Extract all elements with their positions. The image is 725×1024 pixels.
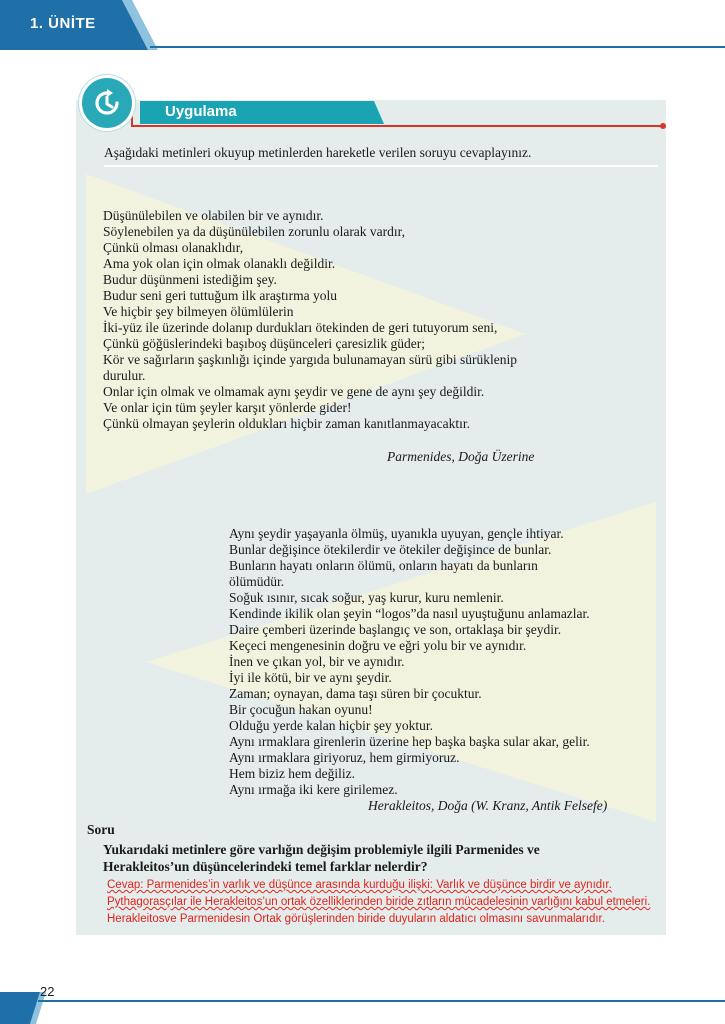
instruction-text: Aşağıdaki metinleri okuyup metinlerden hareketle verilen soruyu cevaplayınız. bbox=[104, 145, 532, 160]
parmenides-attribution: Parmenides, Doğa Üzerine bbox=[387, 449, 535, 464]
poem-line: Ama yok olan için olmak olanaklı değildir. bbox=[103, 256, 336, 271]
poem-line: Olduğu yerde kalan hiçbir şey yoktur. bbox=[229, 718, 433, 733]
poem-line: Onlar için olmak ve olmamak aynı şeydir ve gene de aynı şey değildir. bbox=[103, 384, 485, 399]
poem-line: Budur seni geri tuttuğum ilk araştırma yolu bbox=[103, 288, 337, 303]
poem-line: Keçeci mengenesinin doğru ve eğri yolu bir ve aynıdır. bbox=[229, 638, 527, 653]
unit-label: 1. ÜNİTE bbox=[30, 15, 96, 32]
header-divider bbox=[150, 46, 725, 48]
poem-line: Düşünülebilen ve olabilen bir ve aynıdır. bbox=[103, 208, 324, 223]
answer-block bbox=[107, 877, 725, 928]
page-number: 22 bbox=[40, 984, 55, 999]
poem-line: Aynı ırmaklara giriyoruz, hem girmiyoruz. bbox=[229, 750, 460, 765]
poem-line: İyi ile kötü, bir ve aynı şeydir. bbox=[229, 670, 392, 685]
poem-line: Aynı şeydir yaşayanla ölmüş, uyanıkla uyuyan, gençle ihtiyar. bbox=[229, 526, 564, 541]
poem-line: İnen ve çıkan yol, bir ve aynıdır. bbox=[229, 654, 405, 669]
footer-divider bbox=[38, 1000, 725, 1002]
poem-line: Hem biziz hem değiliz. bbox=[229, 766, 355, 781]
poem-line: Soğuk ısınır, sıcak soğur, yaş kurur, kuru nemlenir. bbox=[229, 590, 504, 605]
answer-line: Cevap: Parmenides’in varlık ve düşünce arasında kurduğu ilişki: Varlık ve düşünce birdir ve aynıdır. bbox=[107, 879, 612, 891]
question-title: Soru bbox=[87, 822, 115, 837]
panel-top-gap bbox=[76, 92, 666, 100]
answer-line: Herakleitosve Parmenidesin Ortak görüşlerinden biride duyuların aldatıcı olmasını savunmalarıdır. bbox=[107, 913, 605, 925]
clock-icon bbox=[82, 78, 132, 128]
poem-line: Çünkü göğüslerindeki başıboş düşünceleri çaresizlik güder; bbox=[103, 336, 426, 351]
herakleitos-poem bbox=[229, 526, 649, 798]
answer-line: Pythagorasçılar ile Herakleitos’un ortak özelliklerinden biride zıtların mücadelesinin varlığını kabul etmeleri. bbox=[107, 896, 651, 908]
poem-line: Kendinde ikilik olan şeyin “logos”da nasıl uyuştuğunu anlamazlar. bbox=[229, 606, 590, 621]
banner-red-line bbox=[131, 125, 663, 127]
poem-line: Kör ve sağırların şaşkınlığı içinde yargıda bulunamayan sürü gibi sürüklenip durulur. bbox=[103, 352, 518, 383]
instruction-divider bbox=[104, 165, 658, 167]
poem-line: Ve onlar için tüm şeyler karşıt yönlerde gider! bbox=[103, 400, 352, 415]
poem-line: Aynı ırmaklara girenlerin üzerine hep başka başka sular akar, gelir. bbox=[229, 734, 590, 749]
poem-line: Bir çocuğun hakan oyunu! bbox=[229, 702, 373, 717]
banner-red-dot bbox=[660, 123, 666, 129]
herakleitos-attribution: Herakleitos, Doğa (W. Kranz, Antik Felsefe) bbox=[368, 798, 608, 813]
poem-line: İki-yüz ile üzerinde dolanıp durdukları ötekinden de geri tutuyorum seni, bbox=[103, 320, 498, 335]
poem-line: Söylenebilen ya da düşünülebilen zorunlu olarak vardır, bbox=[103, 224, 405, 239]
poem-line: Daire çemberi üzerinde başlangıç ve son, ortaklaşa bir şeydir. bbox=[229, 622, 562, 637]
poem-line: Çünkü olması olanaklıdır, bbox=[103, 240, 244, 255]
poem-line: Budur düşünmeni istediğim şey. bbox=[103, 272, 277, 287]
question-text: Yukarıdaki metinlere göre varlığın değişim problemiyle ilgili Parmenides ve Herakleitos’un düşüncelerindeki temel farklar nelerdir? bbox=[103, 842, 540, 874]
poem-line: Bunların hayatı onların ölümü, onların hayatı da bunların ölümüdür. bbox=[229, 558, 538, 589]
poem-line: Aynı ırmağa iki kere girilemez. bbox=[229, 782, 398, 797]
section-title: Uygulama bbox=[165, 103, 237, 120]
poem-line: Ve hiçbir şey bilmeyen ölümlülerin bbox=[103, 304, 294, 319]
poem-line: Bunlar değişince ötekilerdir ve ötekiler değişince de bunlar. bbox=[229, 542, 552, 557]
poem-line: Zaman; oynayan, dama taşı süren bir çocuktur. bbox=[229, 686, 482, 701]
poem-line: Çünkü olmayan şeylerin oldukları hiçbir zaman kanıtlanmayacaktır. bbox=[103, 416, 471, 431]
parmenides-poem bbox=[103, 208, 583, 432]
